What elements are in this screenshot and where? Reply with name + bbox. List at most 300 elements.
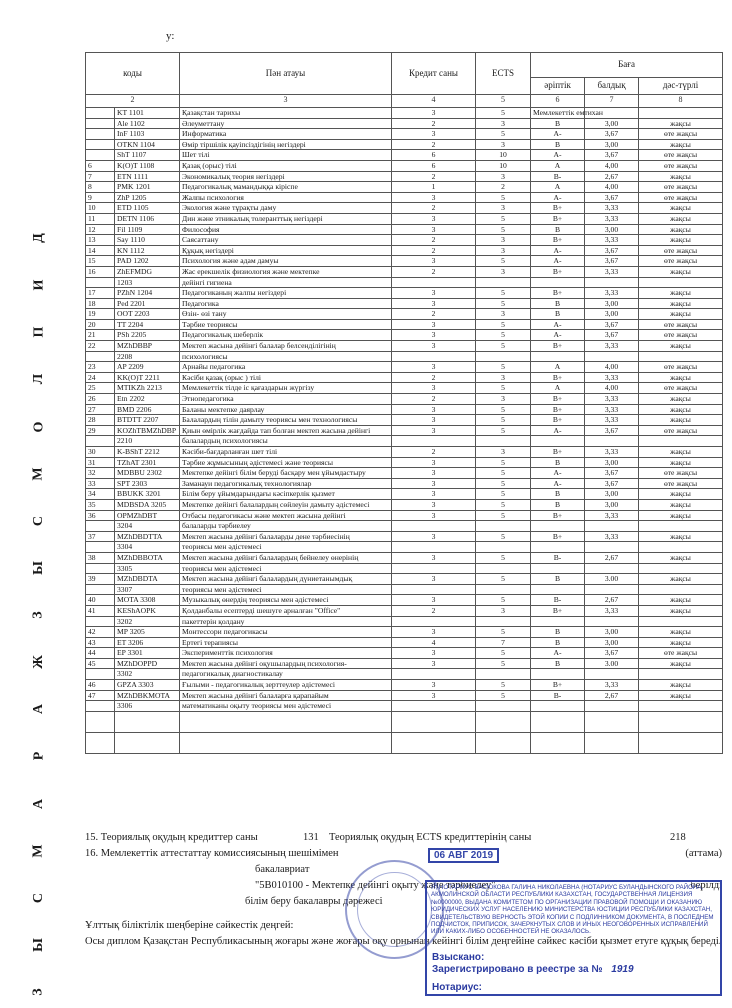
cell-code: 3307: [115, 584, 180, 595]
cell-l: B: [531, 309, 585, 320]
cell-name: Құқық негіздері: [180, 245, 392, 256]
cell-l: A-: [531, 129, 585, 140]
cell-name: Балалардың тілін дамыту теориясы мен технологиясы: [180, 415, 392, 426]
cell-code: K-BShT 2212: [115, 447, 180, 458]
table-row: [86, 425, 723, 436]
cell-n: 12: [86, 224, 115, 235]
cell-t: жақсы: [639, 372, 723, 383]
cell-name: Жас ерекшелік физиология және мектепке: [180, 266, 392, 277]
cell-p: 3,33: [585, 680, 639, 691]
cell-l: B+: [531, 680, 585, 691]
cell-ects: 3: [476, 235, 531, 246]
attestation-label: 16. Мемлекеттік аттестаттау комиссиясының шешімімен: [85, 848, 339, 859]
cell-ects: [476, 277, 531, 288]
cell-code: ET 3206: [115, 637, 180, 648]
cell-l: B: [531, 457, 585, 468]
registry-line: [432, 964, 634, 975]
side-letter: З: [30, 988, 46, 996]
index-cell: 8: [639, 95, 723, 108]
cell-name: Арнайы педагогика: [180, 362, 392, 373]
cell-t: жақсы: [639, 309, 723, 320]
cell-n: 35: [86, 499, 115, 510]
cell-ects: 5: [476, 108, 531, 119]
table-row: [86, 118, 723, 129]
cell-n: 39: [86, 574, 115, 585]
cell-code: 1203: [115, 277, 180, 288]
cell-n: 25: [86, 383, 115, 394]
blank-cell: [639, 732, 723, 753]
cell-t: өте жақсы: [639, 383, 723, 394]
cell-p: 3.00: [585, 574, 639, 585]
cell-l: [531, 563, 585, 574]
cell-cr: [392, 277, 476, 288]
cell-ects: 5: [476, 648, 531, 659]
cell-p: 3,67: [585, 478, 639, 489]
cell-n: [86, 108, 115, 119]
table-row: [86, 499, 723, 510]
table-row: [86, 457, 723, 468]
cell-p: 3,00: [585, 637, 639, 648]
cell-n: 14: [86, 245, 115, 256]
cell-cr: [392, 616, 476, 627]
cell-ects: 3: [476, 203, 531, 214]
column-index-row: [86, 95, 723, 108]
cell-t: өте жақсы: [639, 245, 723, 256]
cell-l: B-: [531, 552, 585, 563]
cell-ects: 5: [476, 404, 531, 415]
cell-p: 2,67: [585, 595, 639, 606]
cell-n: 29: [86, 425, 115, 436]
cell-code: BBUKK 3201: [115, 489, 180, 500]
blank-cell: [585, 732, 639, 753]
cell-n: [86, 563, 115, 574]
top-mark: у:: [166, 30, 175, 42]
cell-n: 10: [86, 203, 115, 214]
cell-code: GPZA 3303: [115, 680, 180, 691]
cell-ects: 5: [476, 531, 531, 542]
cell-t: жақсы: [639, 288, 723, 299]
index-cell: 4: [392, 95, 476, 108]
cell-l: [531, 436, 585, 447]
cell-code: MZhDBKMOTA: [115, 690, 180, 701]
cell-l: B: [531, 489, 585, 500]
side-letter: С: [31, 515, 46, 526]
cell-n: [86, 150, 115, 161]
table-row: [86, 701, 723, 712]
cell-name: Эксперименттік психология: [180, 648, 392, 659]
cell-ects: 5: [476, 129, 531, 140]
cell-name: Білім беру ұйымдарындағы кәсіпкерлік қызмет: [180, 489, 392, 500]
cell-l: [531, 542, 585, 553]
table-row: [86, 203, 723, 214]
cell-name: Монтессори педагогикасы: [180, 627, 392, 638]
fee-line: [432, 952, 484, 963]
blank-cell: [639, 711, 723, 732]
cell-name: Тәрбие теориясы: [180, 319, 392, 330]
table-row: [86, 129, 723, 140]
cell-p: [585, 436, 639, 447]
cell-n: 26: [86, 394, 115, 405]
cell-code: PAD 1202: [115, 256, 180, 267]
cell-name: Мектеп жасына дейінгі оқушылардың психология-: [180, 658, 392, 669]
cell-code: PSh 2205: [115, 330, 180, 341]
cell-name: Мектепке дейінгі білім беруді басқару мен ұйымдастыру: [180, 468, 392, 479]
cell-code: 3202: [115, 616, 180, 627]
cell-cr: 3: [392, 510, 476, 521]
cell-ects: 5: [476, 256, 531, 267]
cell-code: DETN 1106: [115, 213, 180, 224]
cell-ects: 5: [476, 383, 531, 394]
cell-p: 3,00: [585, 309, 639, 320]
cell-cr: 3: [392, 478, 476, 489]
cell-l: B+: [531, 213, 585, 224]
cell-p: [585, 351, 639, 362]
cell-name: математиканы оқыту теориясы мен әдістемесі: [180, 701, 392, 712]
header-code: коды: [86, 53, 180, 95]
cell-p: 3,67: [585, 192, 639, 203]
cell-n: [86, 521, 115, 532]
cell-cr: 3: [392, 489, 476, 500]
cell-code: Ped 2201: [115, 298, 180, 309]
cell-code: KEShAOPK: [115, 605, 180, 616]
cell-cr: 3: [392, 362, 476, 373]
cell-p: 2,67: [585, 171, 639, 182]
cell-n: 40: [86, 595, 115, 606]
cell-cr: [392, 669, 476, 680]
cell-n: [86, 669, 115, 680]
table-row: [86, 680, 723, 691]
side-letter: Л: [31, 374, 46, 385]
cell-l: B: [531, 627, 585, 638]
cell-l: B-: [531, 595, 585, 606]
vertical-side-text: [24, 230, 54, 1000]
table-row: [86, 627, 723, 638]
cell-t: өте жақсы: [639, 192, 723, 203]
cell-cr: 3: [392, 341, 476, 352]
cell-ects: 5: [476, 574, 531, 585]
cell-n: 9: [86, 192, 115, 203]
cell-code: EP 3301: [115, 648, 180, 659]
cell-n: 27: [86, 404, 115, 415]
cell-p: 4,00: [585, 383, 639, 394]
cell-p: 3,00: [585, 489, 639, 500]
cell-l: A-: [531, 425, 585, 436]
cell-l: B+: [531, 531, 585, 542]
side-letter: Ж: [31, 655, 46, 670]
blank-cell: [392, 711, 476, 732]
cell-ects: 5: [476, 213, 531, 224]
cell-t: жақсы: [639, 690, 723, 701]
cell-code: 2210: [115, 436, 180, 447]
cell-p: 3,33: [585, 510, 639, 521]
blank-cell: [180, 732, 392, 753]
blank-cell: [115, 711, 180, 732]
cell-code: Ale 1102: [115, 118, 180, 129]
table-row: [86, 372, 723, 383]
cell-n: 30: [86, 447, 115, 458]
cell-p: 2,67: [585, 690, 639, 701]
cell-cr: 6: [392, 150, 476, 161]
cell-name: Кәсіби-бағдарланған шет тілі: [180, 447, 392, 458]
table-row: [86, 319, 723, 330]
cell-cr: 2: [392, 447, 476, 458]
table-row: [86, 266, 723, 277]
cell-name: пакеттерін қолдану: [180, 616, 392, 627]
cell-p: 3,00: [585, 298, 639, 309]
cell-n: 24: [86, 372, 115, 383]
table-row: [86, 595, 723, 606]
side-letter: З: [30, 611, 46, 619]
cell-n: 15: [86, 256, 115, 267]
table-row: [86, 171, 723, 182]
cell-t: жақсы: [639, 574, 723, 585]
cell-ects: 5: [476, 552, 531, 563]
cell-name: Қазақ (орыс) тілі: [180, 160, 392, 171]
blank-cell: [585, 711, 639, 732]
cell-l: B: [531, 224, 585, 235]
cell-code: Say 1110: [115, 235, 180, 246]
cell-ects: 3: [476, 245, 531, 256]
cell-name: Заманауи педагогикалық технологиялар: [180, 478, 392, 489]
cell-l: B+: [531, 341, 585, 352]
cell-l: A-: [531, 330, 585, 341]
cell-n: 31: [86, 457, 115, 468]
notary-line: [432, 982, 482, 993]
cell-cr: [392, 436, 476, 447]
blank-cell: [531, 732, 585, 753]
side-letter: О: [30, 421, 46, 432]
cell-code: MDBBU 2302: [115, 468, 180, 479]
awarded-word: берілді: [690, 880, 722, 891]
notary-label: Нотариус:: [432, 982, 482, 993]
cell-l: B+: [531, 394, 585, 405]
cell-cr: 3: [392, 457, 476, 468]
cell-n: 32: [86, 468, 115, 479]
blank-cell: [86, 711, 115, 732]
cell-n: 41: [86, 605, 115, 616]
cell-p: 3,00: [585, 224, 639, 235]
cell-t: жақсы: [639, 552, 723, 563]
cell-name: Әлеуметтану: [180, 118, 392, 129]
table-row: [86, 182, 723, 193]
header-letter: әріптік: [531, 78, 585, 95]
cell-cr: [392, 701, 476, 712]
cell-ects: 10: [476, 150, 531, 161]
cell-name: Педагогикалық шеберлік: [180, 330, 392, 341]
blank-cell: [476, 732, 531, 753]
cell-cr: 3: [392, 298, 476, 309]
cell-ects: 3: [476, 394, 531, 405]
cell-code: OOT 2203: [115, 309, 180, 320]
cell-name: Ғылыми - педагогикалық зерттеулер әдістемесі: [180, 680, 392, 691]
cell-code: MTIKZh 2213: [115, 383, 180, 394]
cell-p: 4,00: [585, 362, 639, 373]
cell-code: 3302: [115, 669, 180, 680]
table-row: [86, 648, 723, 659]
cell-p: 3,67: [585, 150, 639, 161]
cell-cr: 1: [392, 182, 476, 193]
table-row: [86, 510, 723, 521]
cell-ects: 5: [476, 457, 531, 468]
cell-p: 3,00: [585, 139, 639, 150]
cell-t: жақсы: [639, 235, 723, 246]
cell-t: жақсы: [639, 447, 723, 458]
cell-ects: 3: [476, 266, 531, 277]
table-row: [86, 224, 723, 235]
side-letter: Ы: [31, 938, 46, 952]
cell-t: жақсы: [639, 499, 723, 510]
cell-t: жақсы: [639, 394, 723, 405]
cell-ects: 5: [476, 298, 531, 309]
cell-p: 3.00: [585, 658, 639, 669]
cell-n: 46: [86, 680, 115, 691]
cell-p: 3,00: [585, 457, 639, 468]
cell-t: жақсы: [639, 139, 723, 150]
header-subject-name: Пән атауы: [180, 53, 392, 95]
cell-l: B: [531, 499, 585, 510]
table-row: [86, 309, 723, 320]
cell-cr: 2: [392, 309, 476, 320]
cell-code: Fil 1109: [115, 224, 180, 235]
cell-t: жақсы: [639, 404, 723, 415]
cell-cr: 3: [392, 129, 476, 140]
index-cell: 3: [180, 95, 392, 108]
degree-name: білім беру бакалавры дәрежесі: [245, 896, 383, 907]
cell-cr: [392, 351, 476, 362]
cell-p: [585, 277, 639, 288]
cell-l: [531, 521, 585, 532]
cell-ects: [476, 542, 531, 553]
table-row: [86, 584, 723, 595]
table-row: [86, 489, 723, 500]
cell-n: [86, 129, 115, 140]
cell-t: өте жақсы: [639, 150, 723, 161]
cell-t: өте жақсы: [639, 425, 723, 436]
table-row: [86, 341, 723, 352]
cell-l: A-: [531, 256, 585, 267]
cell-cr: 3: [392, 627, 476, 638]
cell-cr: 2: [392, 235, 476, 246]
cell-cr: 3: [392, 330, 476, 341]
cell-code: InF 1103: [115, 129, 180, 140]
cell-ects: 5: [476, 415, 531, 426]
cell-code: KT 1101: [115, 108, 180, 119]
cell-p: [585, 563, 639, 574]
cell-l: A: [531, 182, 585, 193]
cell-n: 43: [86, 637, 115, 648]
final-statement: Осы диплом Қазақстан Республикасының жоғары және жоғары оқу орнынан кейінгі білім деңгейіне сәйкес кәсіби қызмет етуге құқық береді.: [85, 936, 722, 947]
cell-cr: 3: [392, 574, 476, 585]
cell-cr: 4: [392, 637, 476, 648]
side-letter: М: [31, 467, 46, 481]
table-row: [86, 108, 723, 119]
theory-credits-value: 131: [303, 832, 319, 843]
cell-code: MZhDBBOTA: [115, 552, 180, 563]
side-letter: С: [31, 892, 46, 903]
cell-code: ZhP 1205: [115, 192, 180, 203]
cell-name: Мектепке дейінгі балалардың сөйлеуін дамыту әдістемесі: [180, 499, 392, 510]
cell-n: [86, 351, 115, 362]
table-row: [86, 383, 723, 394]
blank-cell: [531, 711, 585, 732]
cell-ects: [476, 351, 531, 362]
cell-code: MZhDBDTTA: [115, 531, 180, 542]
cell-n: 7: [86, 171, 115, 182]
cell-p: 3,67: [585, 330, 639, 341]
cell-n: [86, 584, 115, 595]
cell-p: 3,67: [585, 319, 639, 330]
cell-n: 20: [86, 319, 115, 330]
cell-ects: 5: [476, 595, 531, 606]
cell-code: TT 2204: [115, 319, 180, 330]
cell-t: жақсы: [639, 266, 723, 277]
cell-t: жақсы: [639, 658, 723, 669]
cell-ects: 3: [476, 171, 531, 182]
cell-p: 3,33: [585, 341, 639, 352]
cell-p: [585, 701, 639, 712]
header-grade: Баға: [531, 53, 723, 78]
cell-name: Экономикалық теория негіздері: [180, 171, 392, 182]
cell-cr: 3: [392, 658, 476, 669]
table-row: [86, 277, 723, 288]
cell-l: B+: [531, 203, 585, 214]
cell-t: өте жақсы: [639, 160, 723, 171]
cell-l: Мемлекеттік емтихан: [531, 108, 585, 119]
cell-name: Педагогиканың жалпы негіздері: [180, 288, 392, 299]
cell-n: [86, 542, 115, 553]
cell-code: SPT 2303: [115, 478, 180, 489]
cell-n: 11: [86, 213, 115, 224]
cell-name: Шет тілі: [180, 150, 392, 161]
cell-cr: 3: [392, 499, 476, 510]
cell-name: Мектеп жасына дейінгі балалар белсенділігінің: [180, 341, 392, 352]
cell-cr: 3: [392, 256, 476, 267]
cell-code: KK(O)T 2211: [115, 372, 180, 383]
cell-name: дейінгі гигиена: [180, 277, 392, 288]
cell-name: Музыкалық өнердің теориясы мен әдістемесі: [180, 595, 392, 606]
cell-l: B+: [531, 510, 585, 521]
cell-name: Тәрбие жұмысының әдістемесі және теориясы: [180, 457, 392, 468]
cell-ects: 5: [476, 362, 531, 373]
cell-l: A-: [531, 245, 585, 256]
cell-n: 33: [86, 478, 115, 489]
table-row: [86, 616, 723, 627]
cell-p: 3,67: [585, 245, 639, 256]
cell-n: 38: [86, 552, 115, 563]
cell-l: B+: [531, 605, 585, 616]
cell-t: жақсы: [639, 680, 723, 691]
cell-ects: [476, 584, 531, 595]
cell-cr: [392, 584, 476, 595]
table-row: [86, 658, 723, 669]
cell-ects: 10: [476, 160, 531, 171]
table-row: [86, 542, 723, 553]
cell-n: [86, 118, 115, 129]
table-row: [86, 447, 723, 458]
cell-name: Мектеп жасына дейінгі балаларға қарапайым: [180, 690, 392, 701]
table-row: [86, 298, 723, 309]
cell-code: MZhDBDTA: [115, 574, 180, 585]
cell-name: Мектеп жасына дейінгі балаларды дене тәрбиесінің: [180, 531, 392, 542]
cell-code: 3306: [115, 701, 180, 712]
cell-t: жақсы: [639, 510, 723, 521]
cell-t: жақсы: [639, 595, 723, 606]
cell-code: MOTA 3308: [115, 595, 180, 606]
cell-l: B: [531, 574, 585, 585]
cell-cr: 3: [392, 468, 476, 479]
cell-name: Мектеп жасына дейінгі балалардың бейнелеу өнерінің: [180, 552, 392, 563]
table-row: [86, 574, 723, 585]
